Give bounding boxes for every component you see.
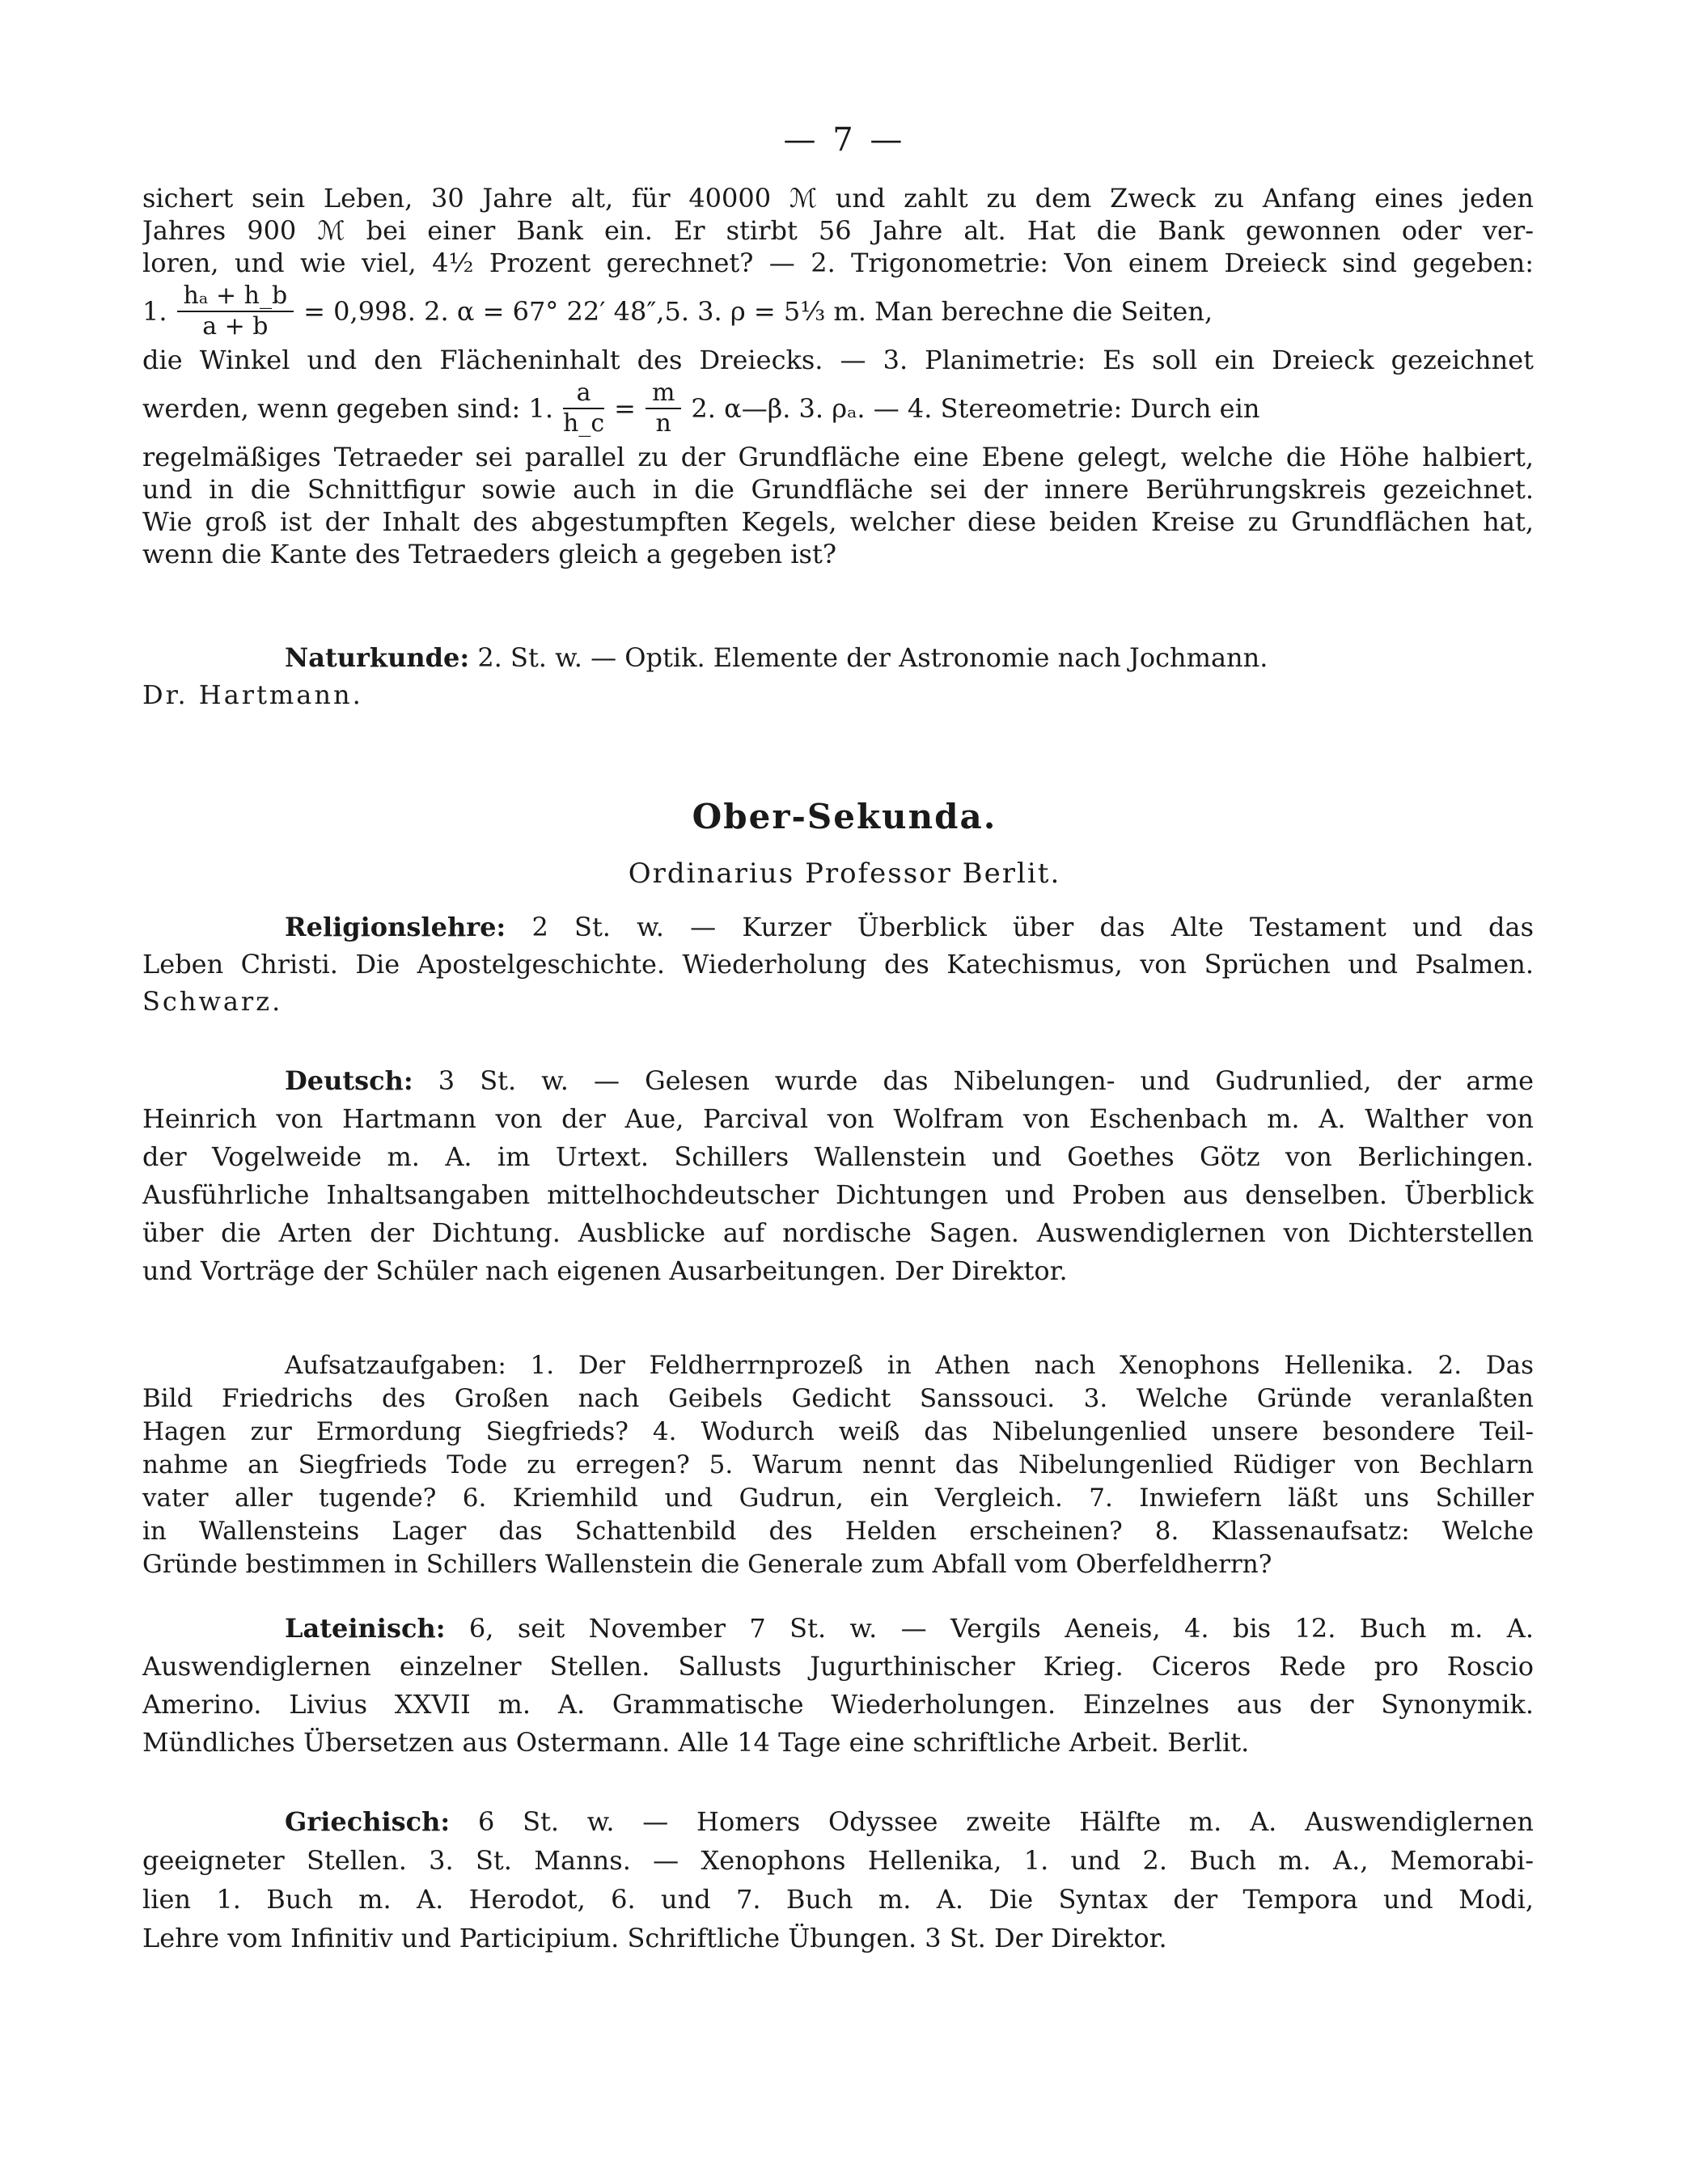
math-problems xyxy=(142,182,1534,570)
section-title: Ober-Sekunda. xyxy=(692,797,997,836)
text-line: Wie groß ist der Inhalt des abgestumpften Kegels, welcher diese beiden Kreise zu Grundflächen hat, xyxy=(142,506,1534,537)
text-line: Gründe bestimmen in Schillers Wallenstein die Generale zum Abfall vom Oberfeldherrn? xyxy=(142,1550,1272,1579)
fraction-denominator: n xyxy=(655,409,671,438)
text-line: Mündliches Übersetzen aus Ostermann. Alle 14 Tage eine schriftliche Arbeit. Berlit. xyxy=(142,1727,1250,1758)
fraction-numerator: m xyxy=(646,379,681,409)
religion-paragraph xyxy=(142,908,1534,1020)
griechisch-paragraph xyxy=(142,1802,1534,1958)
subject-text: 6, seit November 7 St. w. — Vergils Aeneis, 4. bis 12. Buch m. A. xyxy=(468,1613,1534,1644)
subject-label: Griechisch: xyxy=(285,1806,451,1837)
formula-prefix: werden, wenn gegeben sind: 1. xyxy=(142,393,553,424)
text-line xyxy=(142,1062,1534,1100)
text-line: Amerino. Livius XXVII m. A. Grammatische Wiederholungen. Einzelnes aus der Synonymik. xyxy=(142,1689,1534,1720)
fraction-numerator: a xyxy=(563,379,604,409)
page-number: — 7 — xyxy=(783,121,906,159)
fraction-numerator: hₐ + h_b xyxy=(177,281,294,312)
fraction-ha-hb xyxy=(177,281,294,341)
subject-text: 3 St. w. — Gelesen wurde das Nibelungen- und Gudrunlied, der arme xyxy=(438,1065,1534,1096)
text-line: die Winkel und den Flächeninhalt des Dreiecks. — 3. Planimetrie: Es soll ein Dreieck gezeichnet xyxy=(142,345,1534,375)
text-line: regelmäßiges Tetraeder sei parallel zu der Grundfläche eine Ebene gelegt, welche die Höhe halbiert, xyxy=(142,442,1534,472)
aufsatz-paragraph xyxy=(142,1349,1534,1581)
subject-text: 2 St. w. — Kurzer Überblick über das Alte Testament und das xyxy=(531,912,1534,942)
subject-text: 2. St. w. — Optik. Elemente der Astronomie nach Jochmann. xyxy=(477,642,1268,673)
text-line: Jahres 900 ℳ bei einer Bank ein. Er stirbt 56 Jahre alt. Hat die Bank gewonnen oder ver- xyxy=(142,215,1534,246)
text-line: nahme an Siegfrieds Tode zu erregen? 5. Warum nennt das Nibelungenlied Rüdiger von Bechlarn xyxy=(142,1450,1534,1479)
equals-sign: = xyxy=(614,393,636,424)
text-line: geeigneter Stellen. 3. St. Manns. — Xenophons Hellenika, 1. und 2. Buch m. A., Memorabi- xyxy=(142,1845,1534,1876)
text-line: Bild Friedrichs des Großen nach Geibels Gedicht Sanssouci. 3. Welche Gründe veranlaßten xyxy=(142,1384,1534,1413)
formula-suffix: 2. α—β. 3. ρₐ. — 4. Stereometrie: Durch ein xyxy=(691,393,1260,424)
subject-label: Religionslehre: xyxy=(285,912,506,942)
formula-suffix: = 0,998. 2. α = 67° 22′ 48″,5. 3. ρ = 5⅓ m. Man berechne die Seiten, xyxy=(303,296,1213,327)
text-line xyxy=(142,1802,1534,1841)
latein-paragraph xyxy=(142,1610,1534,1762)
text-line: loren, und wie viel, 4½ Prozent gerechnet? — 2. Trigonometrie: Von einem Dreieck sind gegeben: xyxy=(142,248,1534,278)
text-line: Ausführliche Inhaltsangaben mittelhochdeutscher Dichtungen und Proben aus denselben. Überblick xyxy=(142,1179,1534,1210)
fraction-denominator: h_c xyxy=(563,409,605,438)
text-line: wenn die Kante des Tetraeders gleich a gegeben ist? xyxy=(142,539,836,569)
text-line: und Vorträge der Schüler nach eigenen Ausarbeitungen. Der Direktor. xyxy=(142,1255,1068,1286)
text-line xyxy=(142,1610,1534,1648)
text-line: Hagen zur Ermordung Siegfrieds? 4. Wodurch weiß das Nibelungenlied unsere besondere Teil- xyxy=(142,1417,1534,1446)
text-line: über die Arten der Dichtung. Ausblicke auf nordische Sagen. Auswendiglernen von Dichterstellen xyxy=(142,1217,1534,1248)
text-line: sichert sein Leben, 30 Jahre alt, für 40000 ℳ und zahlt zu dem Zweck zu Anfang eines jeden xyxy=(142,183,1534,214)
text-line: der Vogelweide m. A. im Urtext. Schillers Wallenstein und Goethes Götz von Berlichingen. xyxy=(142,1141,1534,1172)
text-line: und in die Schnittfigur sowie auch in die Grundfläche sei der innere Berührungskreis gezeichnet. xyxy=(142,474,1534,505)
text-line: Aufsatzaufgaben: 1. Der Feldherrnprozeß in Athen nach Xenophons Hellenika. 2. Das xyxy=(285,1351,1534,1380)
formula-prefix: 1. xyxy=(142,296,167,327)
text-line: vater aller tugende? 6. Kriemhild und Gudrun, ein Vergleich. 7. Inwiefern läßt uns Schiller xyxy=(142,1484,1534,1513)
subject-label: Lateinisch: xyxy=(285,1613,446,1644)
subject-label: Deutsch: xyxy=(285,1065,413,1096)
text-line xyxy=(142,908,1534,946)
text-line xyxy=(142,639,1534,676)
teacher-name: Dr. Hartmann. xyxy=(142,679,363,710)
fraction-m-n xyxy=(646,379,681,438)
text-line: Leben Christi. Die Apostelgeschichte. Wiederholung des Katechismus, von Sprüchen und Psalmen. xyxy=(142,949,1534,980)
formula-line xyxy=(142,279,1534,344)
deutsch-paragraph xyxy=(142,1062,1534,1290)
section-ordinarius: Ordinarius Professor Berlit. xyxy=(628,857,1061,890)
naturkunde-paragraph xyxy=(142,639,1534,713)
text-line: Heinrich von Hartmann von der Aue, Parcival von Wolfram von Eschenbach m. A. Walther von xyxy=(142,1103,1534,1134)
teacher-name: Schwarz. xyxy=(142,986,283,1017)
fraction-denominator: a + b xyxy=(202,312,269,341)
text-line: in Wallensteins Lager das Schattenbild des Helden erscheinen? 8. Klassenaufsatz: Welche xyxy=(142,1517,1534,1546)
fraction-a-hc xyxy=(563,379,604,438)
text-line: lien 1. Buch m. A. Herodot, 6. und 7. Buch m. A. Die Syntax der Tempora und Modi, xyxy=(142,1884,1534,1915)
formula-line xyxy=(142,376,1534,441)
text-line: Auswendiglernen einzelner Stellen. Sallusts Jugurthinischer Krieg. Ciceros Rede pro Roscio xyxy=(142,1651,1534,1682)
subject-label: Naturkunde: xyxy=(285,642,470,673)
text-line: Lehre vom Infinitiv und Participium. Schriftliche Übungen. 3 St. Der Direktor. xyxy=(142,1923,1167,1953)
subject-text: 6 St. w. — Homers Odyssee zweite Hälfte m. A. Auswendiglernen xyxy=(477,1806,1534,1837)
